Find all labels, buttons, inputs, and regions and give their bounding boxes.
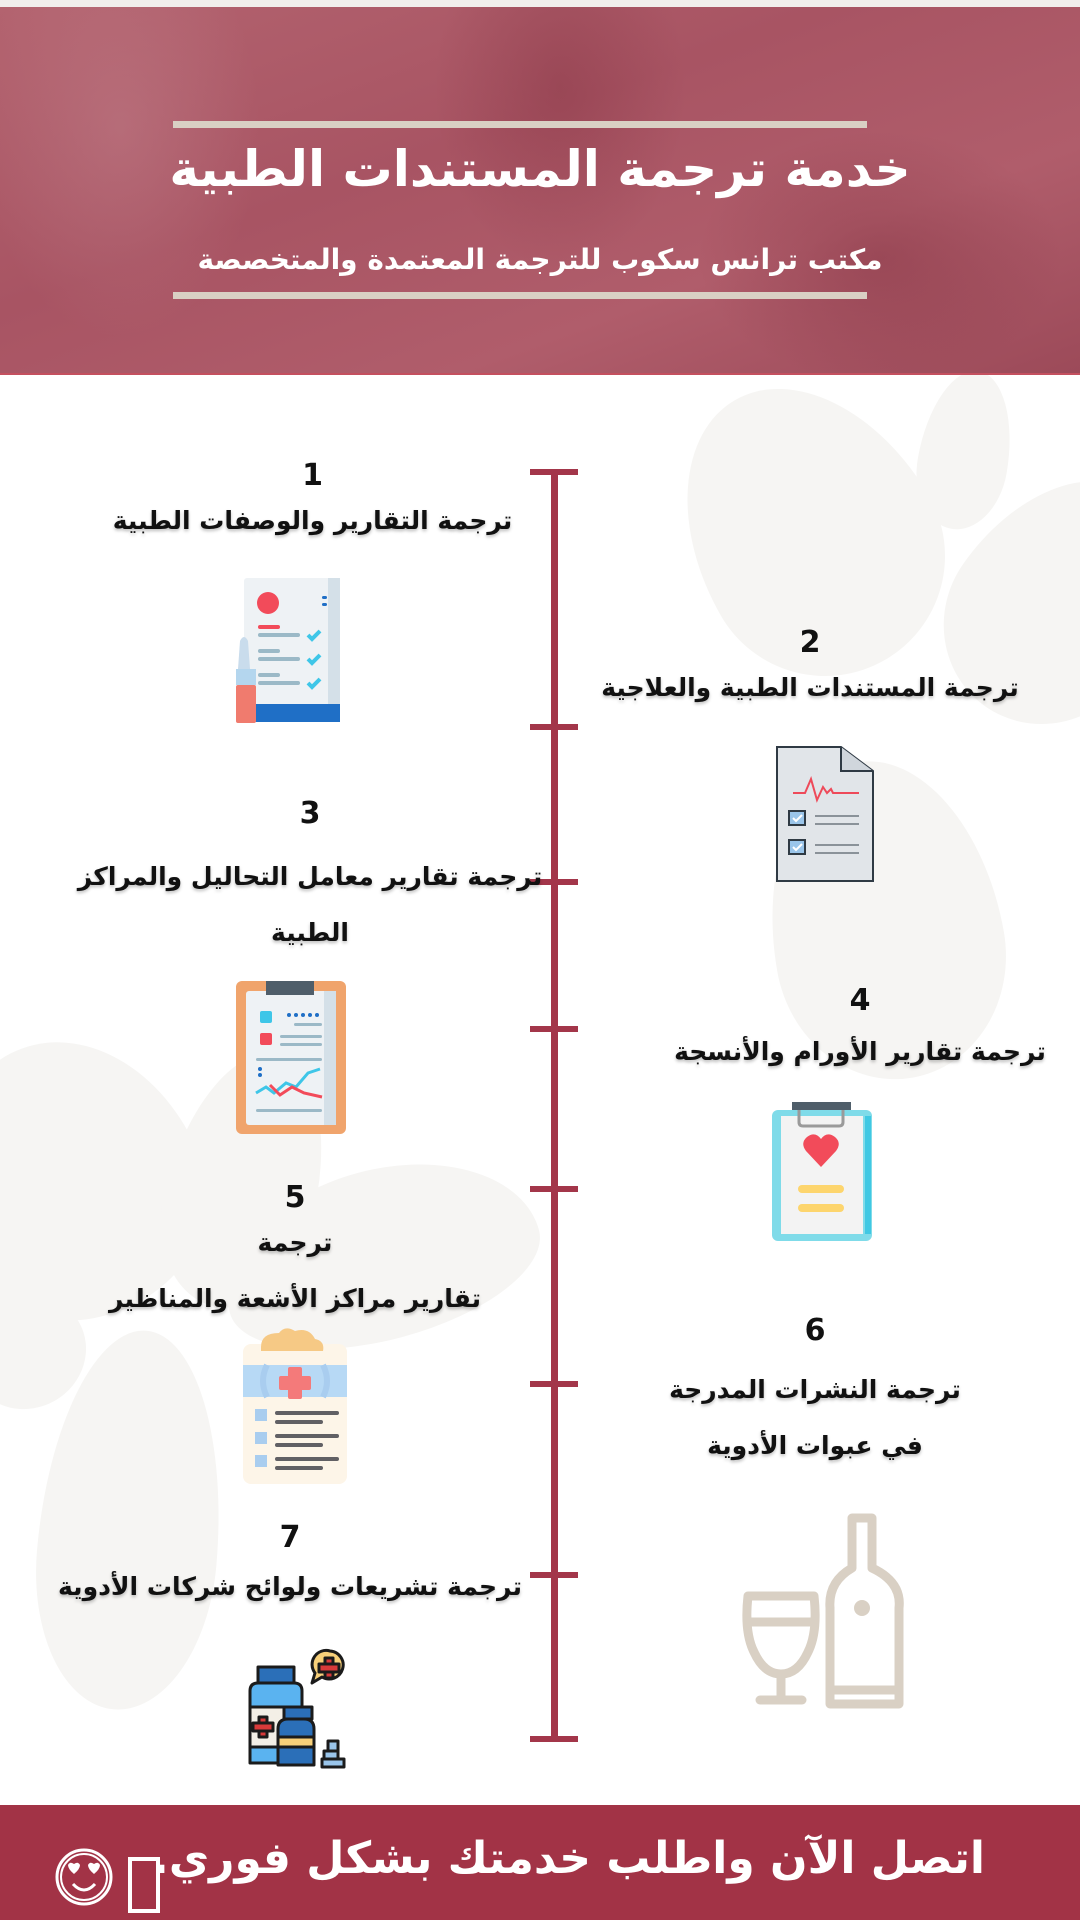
item-title-line-1: ترجمة النشرات المدرجة: [669, 1375, 961, 1404]
timeline-item-2: [600, 625, 1020, 716]
item-title-line-1: ترجمة تقارير معامل التحاليل والمراكز: [77, 862, 543, 891]
item-title: ترجمة تقارير الأورام والأنسجة: [674, 1037, 1046, 1066]
item-number: 3: [299, 796, 321, 831]
timeline-item-3: [40, 796, 580, 961]
footer-cta-bar: [0, 1805, 1080, 1920]
item-title-line-2: الطبية: [271, 918, 349, 947]
item-number: 7: [279, 1520, 301, 1555]
item-title-line-1: ترجمة: [257, 1228, 333, 1257]
timeline-tick: [530, 1736, 578, 1742]
hero-top-bar: [173, 121, 867, 128]
missing-glyph-box: [128, 1857, 160, 1913]
item-title-line-2: في عبوات الأدوية: [707, 1431, 923, 1460]
item-number: 6: [804, 1313, 826, 1348]
timeline-item-5: [80, 1180, 510, 1327]
item-number: 5: [284, 1180, 306, 1215]
page-title: خدمة ترجمة المستندات الطبية: [169, 140, 911, 198]
item-number: 1: [302, 458, 323, 493]
page-subtitle: مكتب ترانس سكوب للترجمة المعتمدة والمتخصصة: [197, 243, 883, 276]
lab-clipboard-chart-icon: [236, 981, 346, 1134]
timeline-item-7: [50, 1520, 530, 1615]
item-title: ترجمة تشريعات ولوائح شركات الأدوية: [58, 1572, 522, 1601]
medical-report-checklist-icon: [232, 576, 352, 726]
item-number: 4: [849, 983, 871, 1018]
hero-header: [0, 7, 1080, 375]
item-title: ترجمة المستندات الطبية والعلاجية: [601, 673, 1019, 702]
timeline-tick: [530, 1186, 578, 1192]
call-to-action-text: اتصل الآن واطلب خدمتك بشكل فوري.: [152, 1833, 985, 1884]
item-title: ترجمة التقارير والوصفات الطبية: [112, 506, 513, 535]
medicine-bottles-icon: [244, 1645, 362, 1769]
item-number: 2: [799, 625, 821, 660]
clipboard-medical-cross-icon: [241, 1327, 349, 1485]
clipboard-heart-icon: [771, 1100, 873, 1242]
hero-bottom-bar: [173, 292, 867, 299]
timeline-item-1: [80, 458, 545, 549]
timeline-tick: [530, 1572, 578, 1578]
timeline-item-4: [660, 983, 1060, 1080]
bottle-and-glass-icon: [742, 1512, 907, 1714]
timeline-item-6: [620, 1313, 1010, 1474]
medical-document-heartbeat-icon: [775, 745, 877, 885]
top-strip: [0, 0, 1080, 7]
timeline-line: [551, 469, 558, 1741]
timeline-tick: [530, 1026, 578, 1032]
item-title-line-2: تقارير مراكز الأشعة والمناظير: [108, 1284, 482, 1313]
timeline-tick: [530, 724, 578, 730]
timeline-tick: [530, 1381, 578, 1387]
smiling-face-heart-eyes-icon: [54, 1847, 114, 1907]
